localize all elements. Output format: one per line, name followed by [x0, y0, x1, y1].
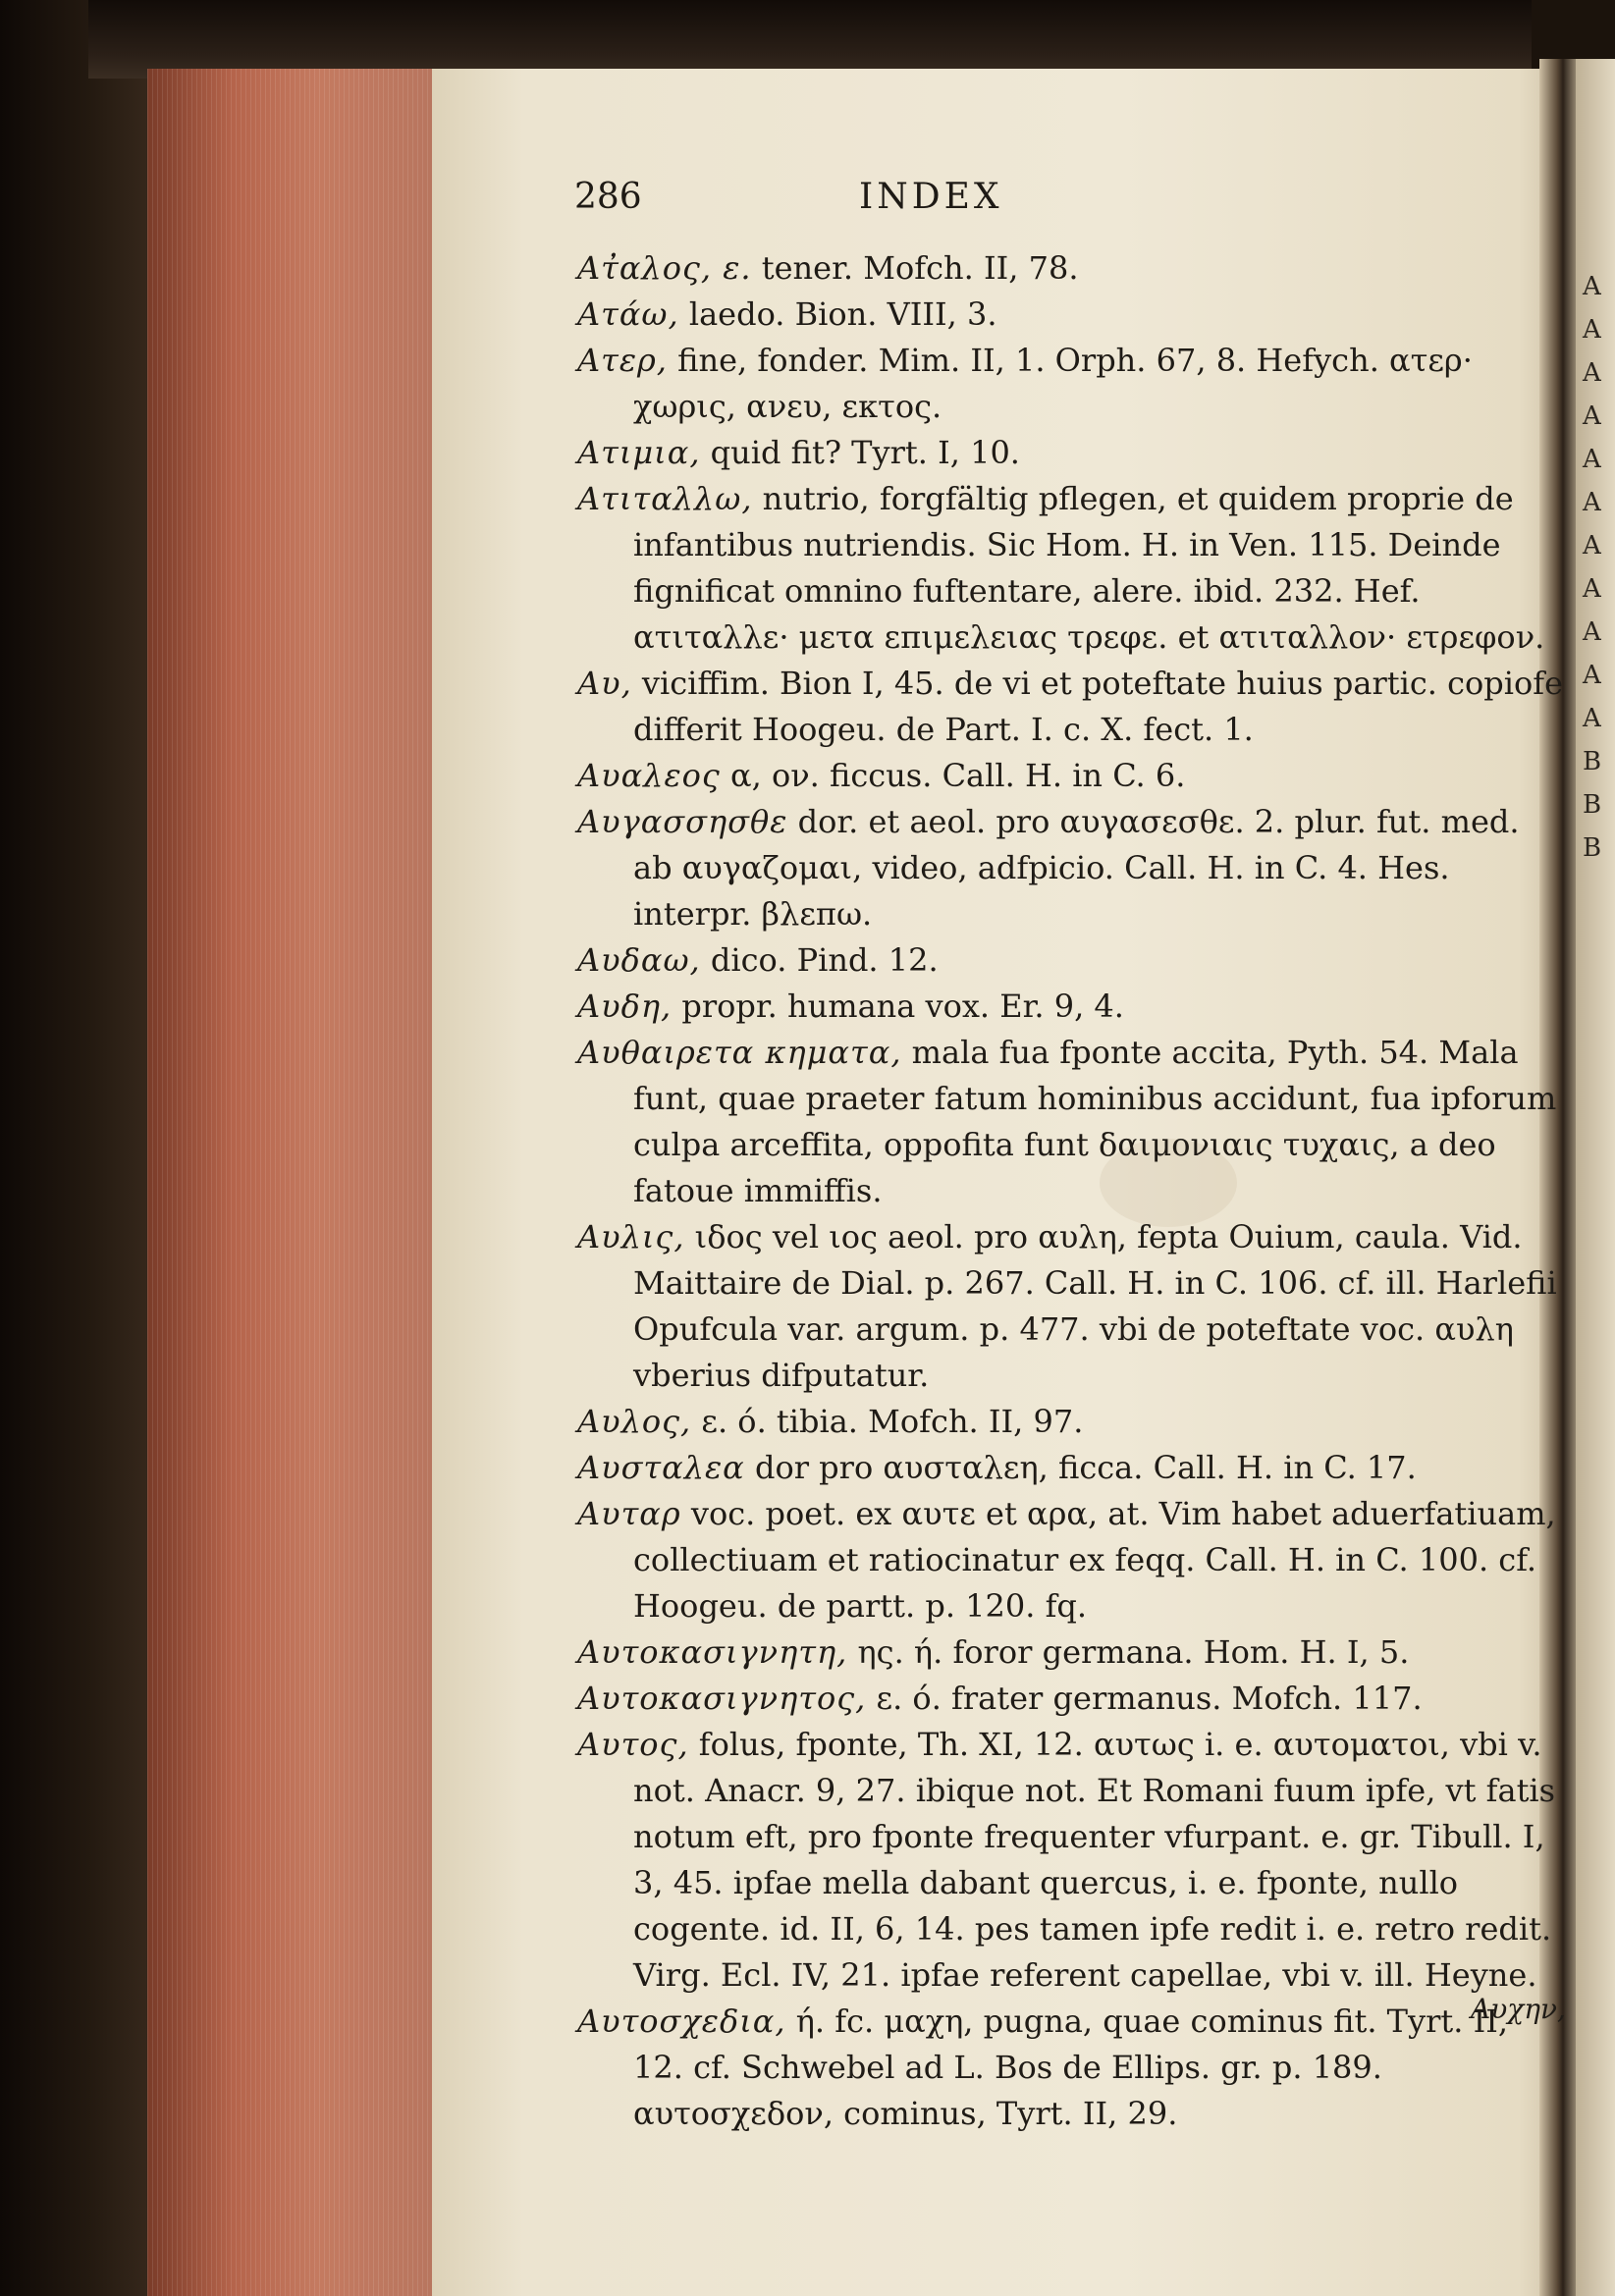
page-number: 286: [574, 177, 642, 217]
definition: tener. Mofch. II, 78.: [761, 249, 1079, 287]
edge-letter: A: [1583, 617, 1601, 647]
index-entry: [577, 1030, 1567, 1214]
facing-page-letters: [1583, 265, 1612, 870]
headword: Αυδη,: [577, 988, 673, 1025]
headword: Αυταρ: [577, 1495, 681, 1532]
index-entry: [577, 245, 1567, 292]
index-entry: [577, 1445, 1567, 1491]
edge-letter: A: [1583, 358, 1601, 388]
definition: fine, fonder. Mim. II, 1. Orph. 67, 8. Hefych. ατερ· χωρις, ανευ, εκτος.: [633, 342, 1473, 425]
edge-letter: A: [1583, 704, 1601, 733]
definition: ε. ό. frater germanus. Mofch. 117.: [876, 1680, 1423, 1717]
index-entry: [577, 1214, 1567, 1399]
definition: α, ον. ficcus. Call. H. in C. 6.: [729, 757, 1186, 794]
definition: quid fit? Tyrt. I, 10.: [710, 434, 1020, 471]
definition: dor. et aeol. pro αυγασεσθε. 2. plur. fut. med. ab αυγαζομαι, video, adfpicio. Call. H. in C. 4. Hes. interpr. βλεπω.: [633, 803, 1520, 933]
definition: dor pro αυσταλεη, ficca. Call. H. in C. 17.: [754, 1449, 1417, 1486]
book-cover-top: [88, 0, 1532, 79]
definition: ιδος vel ιος aeol. pro αυλη, fepta Ouium, caula. Vid. Maittaire de Dial. p. 267. Call. H. in C. 106. cf. ill. Harlefii Opufcula var. argum. p. 477. vbi de poteftate voc. αυλη vberius difputatur.: [633, 1218, 1557, 1394]
edge-letter: B: [1583, 790, 1602, 820]
index-entry: [577, 1676, 1567, 1722]
edge-letter: B: [1583, 747, 1602, 776]
index-entry: [577, 430, 1567, 476]
index-entry: [577, 1722, 1567, 1999]
edge-letter: A: [1583, 272, 1601, 301]
headword: Ατιμια,: [577, 434, 701, 471]
index-entry: [577, 753, 1567, 799]
index-entry: [577, 1629, 1567, 1676]
edge-letter: A: [1583, 661, 1601, 690]
index-entry: [577, 338, 1567, 430]
index-entry: [577, 1491, 1567, 1629]
definition: nutrio, forgfältig pflegen, et quidem proprie de infantibus nutriendis. Sic Hom. H. in Ven. 115. Deinde fignificat omnino fuftentare, alere. ibid. 232. Hef. ατιταλλε· μετα επιμελειας τρεφε. et ατιταλλον· ετρεφον.: [633, 480, 1545, 656]
definition: ή. fc. μαχη, pugna, quae cominus fit. Tyrt. II, 12. cf. Schwebel ad L. Bos de Ellips. gr. p. 189. αυτοσχεδον, cominus, Tyrt. II, 29.: [633, 2002, 1509, 2132]
index-entry: [577, 1399, 1567, 1445]
index-entry: [577, 661, 1567, 753]
headword: Αυδαω,: [577, 941, 701, 979]
headword: Ατερ,: [577, 342, 668, 379]
page-block-edge: [147, 69, 432, 2296]
headword: Αυλος,: [577, 1403, 692, 1440]
headword: Ατιταλλω,: [577, 480, 753, 517]
definition: laedo. Bion. VIII, 3.: [688, 295, 997, 333]
headword: Αυσταλεα: [577, 1449, 745, 1486]
headword: Αυτος,: [577, 1726, 689, 1763]
index-entry: [577, 292, 1567, 338]
headword: Αυθαιρετα κηματα,: [577, 1034, 902, 1071]
definition: propr. humana vox. Er. 9, 4.: [681, 988, 1124, 1025]
definition: mala fua fponte accita, Pyth. 54. Mala funt, quae praeter fatum hominibus accidunt, fua ipforum culpa arceffita, oppofita funt δαιμονιαις τυχαις, a deo fatoue immiffis.: [633, 1034, 1557, 1209]
index-entry: [577, 984, 1567, 1030]
headword: Αυτοκασιγνητος,: [577, 1680, 867, 1717]
book-cover-left: [0, 0, 147, 2296]
headword: Αυαλεος: [577, 757, 721, 794]
running-header: [574, 177, 1262, 226]
edge-letter: A: [1583, 315, 1601, 345]
index-entry: [577, 799, 1567, 937]
edge-letter: A: [1583, 445, 1601, 474]
headword: Αυτοκασιγνητη,: [577, 1633, 848, 1671]
edge-letter: A: [1583, 531, 1601, 561]
headword: Ατάω,: [577, 295, 679, 333]
definition: voc. poet. ex αυτε et αρα, at. Vim habet aduerfatiuam, collectiuam et ratiocinatur ex feqq. Call. H. in C. 100. cf. Hoogeu. de partt. p. 120. fq.: [633, 1495, 1556, 1625]
edge-letter: A: [1583, 574, 1601, 604]
edge-letter: B: [1583, 833, 1602, 863]
index-entry: [577, 937, 1567, 984]
edge-letter: A: [1583, 401, 1601, 431]
headword: Αυ,: [577, 665, 632, 702]
headword: Ατ̓αλος, ε.: [577, 249, 752, 287]
index-entry: [577, 476, 1567, 661]
definition: viciffim. Bion I, 45. de vi et poteftate huius partic. copiofe differit Hoogeu. de Part. I. c. X. fect. 1.: [633, 665, 1564, 748]
catchword: Αυχην,: [1471, 1993, 1566, 2025]
edge-letter: A: [1583, 488, 1601, 517]
definition: ης. ή. foror germana. Hom. H. I, 5.: [857, 1633, 1410, 1671]
page-title: INDEX: [859, 177, 1003, 217]
definition: ε. ό. tibia. Mofch. II, 97.: [701, 1403, 1084, 1440]
definition: dico. Pind. 12.: [710, 941, 939, 979]
headword: Αυγασσησθε: [577, 803, 788, 840]
definition: folus, fponte, Th. XI, 12. αυτως i. e. αυτοματοι, vbi v. not. Anacr. 9, 27. ibique not. Et Romani fuum ipfe, vt fatis notum eft, pro fponte frequenter vfurpant. e. gr. Tibull. I, 3, 45. ipfae mella dabant quercus, i. e. fponte, nullo cogente. id. II, 6, 14. pes tamen ipfe redit i. e. retro redit. Virg. Ecl. IV, 21. ipfae referent capellae, vbi v. ill. Heyne.: [633, 1726, 1556, 1994]
headword: Αυτοσχεδια,: [577, 2002, 786, 2040]
headword: Αυλις,: [577, 1218, 685, 1255]
index-entries: [577, 245, 1567, 2132]
index-entry: [577, 1999, 1567, 2137]
